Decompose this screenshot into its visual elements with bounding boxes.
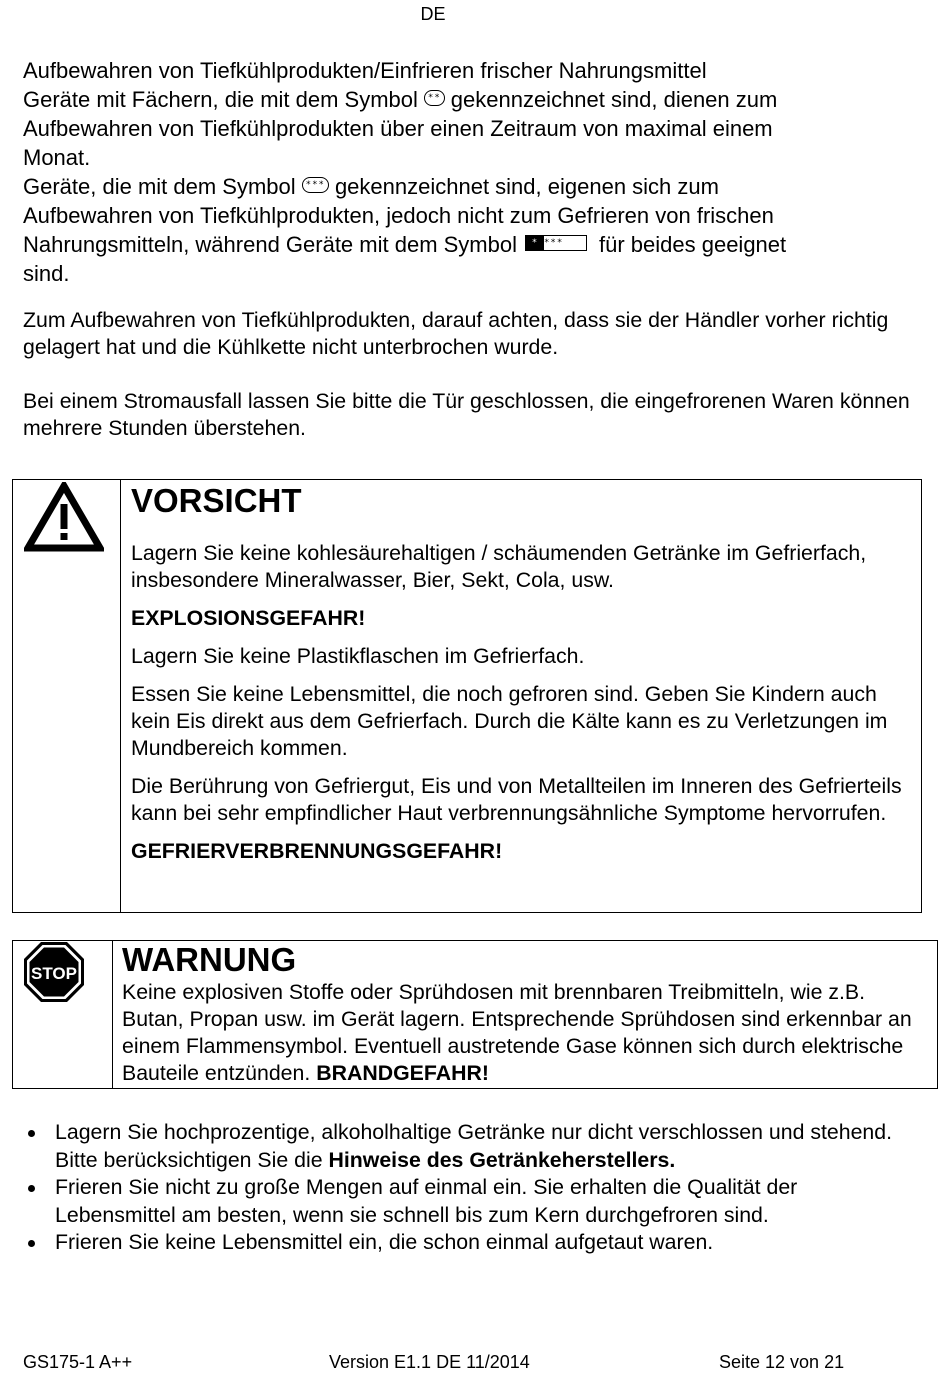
caution-text-6: GEFRIERVERBRENNUNGSGEFAHR! [131, 839, 503, 863]
three-star-symbol-icon: *** [302, 177, 329, 193]
caution-text-3: Lagern Sie keine Plastikflaschen im Gefrierfach. [131, 644, 585, 668]
list-item: Frieren Sie keine Lebensmittel ein, die schon einmal aufgetaut waren. [23, 1229, 903, 1257]
warning-emphasis: BRANDGEFAHR! [316, 1061, 489, 1085]
intro-section [23, 56, 923, 442]
warning-icon-cell [13, 941, 113, 1088]
svg-text:STOP: STOP [31, 964, 77, 983]
two-star-symbol-icon: ** [424, 90, 445, 106]
intro-paragraph-4: Bei einem Stromausfall lassen Sie bitte die Tür geschlossen, die eingefrorenen Waren können mehrere Stunden überstehen. [23, 389, 910, 440]
stop-sign-icon [23, 941, 85, 1003]
footer-page-number: Seite 12 von 21 [719, 1352, 845, 1372]
warning-title: WARNUNG [122, 941, 297, 978]
warning-text: Keine explosiven Stoffe oder Sprühdosen mit brennbaren Treibmitteln, wie z.B. Butan, Propan usw. im Gerät lagern. Entsprechende Sprühdosen sind erkennbar an einem Flammensymbol. Eventuell austretende Gase können sich durch elektrische Bauteile entzünden. BRANDGEFAHR! [122, 980, 912, 1085]
footer-model: GS175-1 A++ [23, 1352, 133, 1372]
caution-text-2: EXPLOSIONSGEFAHR! [131, 606, 366, 630]
intro-paragraph-3: Zum Aufbewahren von Tiefkühlprodukten, darauf achten, dass sie der Händler vorher richtig gelagert hat und die Kühlkette nicht unterbrochen wurde. [23, 308, 889, 359]
bullet-list-section [23, 1119, 903, 1257]
bullet-list [23, 1119, 903, 1257]
intro-paragraph-1: Geräte mit Fächern, die mit dem Symbol ** gekennzeichnet sind, dienen zum Aufbewahren von Tiefkühlprodukten über einen Zeitraum von maximal einem Monat. [23, 87, 778, 170]
caution-box [12, 479, 922, 913]
list-item: Frieren Sie nicht zu große Mengen auf einmal ein. Sie erhalten die Qualität der Lebensmittel am besten, wenn sie schnell bis zum Kern durchgefroren sind. [23, 1174, 903, 1229]
caution-text-5: Die Berührung von Gefriergut, Eis und von Metallteilen im Inneren des Gefrierteils kann bei sehr empfindlicher Haut verbrennungsähnliche Symptome hervorrufen. [131, 774, 902, 825]
caution-body [131, 482, 911, 865]
page-language-label: DE [420, 4, 446, 24]
warning-box [12, 940, 938, 1089]
caution-title: VORSICHT [131, 482, 302, 519]
warning-triangle-icon [24, 482, 104, 552]
caution-text-1: Lagern Sie keine kohlesäurehaltigen / schäumenden Getränke im Gefrierfach, insbesondere Mineralwasser, Bier, Sekt, Cola, usw. [131, 541, 867, 592]
section-heading: Aufbewahren von Tiefkühlprodukten/Einfrieren frischer Nahrungsmittel [23, 58, 707, 83]
four-star-symbol-icon: * *** [525, 235, 587, 251]
caution-text-4: Essen Sie keine Lebensmittel, die noch gefroren sind. Geben Sie Kindern auch kein Eis direkt aus dem Gefrierfach. Durch die Kälte kann es zu Verletzungen im Mundbereich kommen. [131, 682, 888, 760]
intro-paragraph-2: Geräte, die mit dem Symbol *** gekennzeichnet sind, eigenen sich zum Aufbewahren von Tiefkühlprodukten, jedoch nicht zum Gefrieren von frischen Nahrungsmitteln, während Geräte mit dem Symbol * *** für beides geeignet sind. [23, 174, 787, 286]
caution-icon-cell [13, 480, 121, 912]
footer-version: Version E1.1 DE 11/2014 [329, 1352, 530, 1372]
list-item: Lagern Sie hochprozentige, alkoholhaltige Getränke nur dicht verschlossen und stehend. Bitte berücksichtigen Sie die Hinweise des Getränkeherstellers. [23, 1119, 903, 1174]
warning-body [122, 941, 922, 1087]
